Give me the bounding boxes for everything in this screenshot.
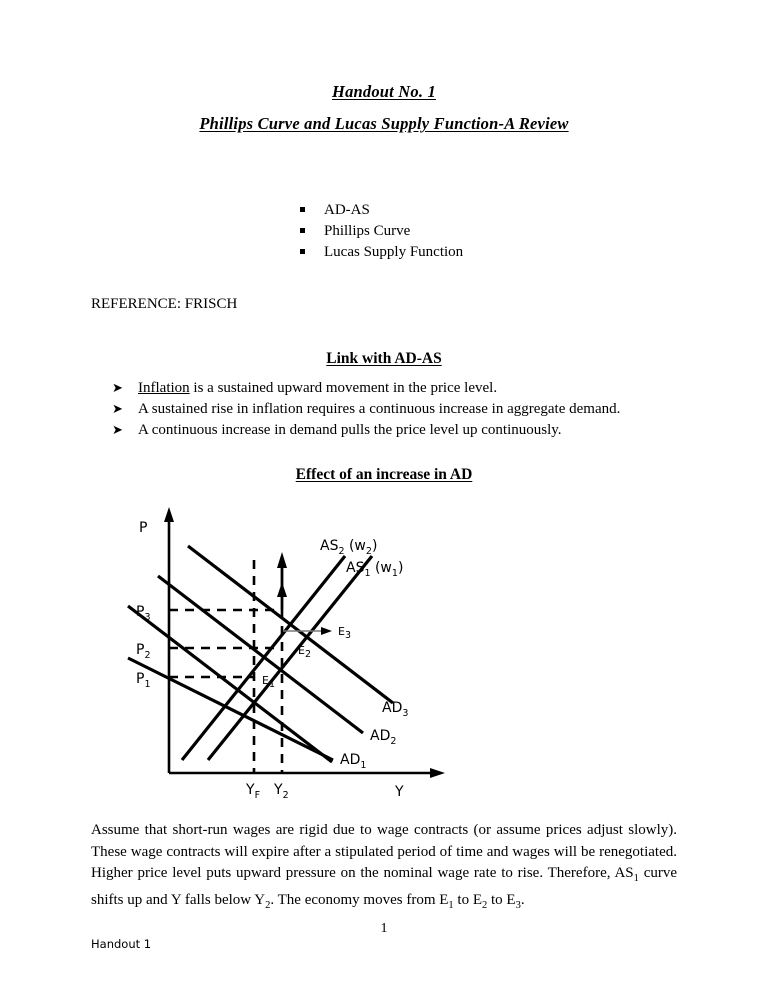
price-label-p1: $P_1$ <box>136 671 151 690</box>
section-heading-link-label: Link with AD-AS <box>326 350 442 367</box>
square-bullet-icon <box>300 228 305 233</box>
as2-label: $AS_2$ $(w_2)$ <box>320 538 378 557</box>
price-axis-labels <box>136 604 151 690</box>
equilibrium-label-e1: E1 <box>262 674 275 690</box>
price-rise-arrowhead-mid-icon <box>277 582 287 597</box>
y-axis-arrowhead-icon <box>164 507 174 522</box>
list-item <box>112 420 712 441</box>
paragraph-sub-2: 2 <box>265 899 271 911</box>
topic-label: Phillips Curve <box>324 223 411 239</box>
price-label-p3: $P_3$ <box>136 604 151 623</box>
output-label-yf: $Y_F$ <box>246 782 261 801</box>
ad3-label: $AD_3$ <box>382 700 409 719</box>
paragraph-sub-1: 1 <box>633 873 639 884</box>
section-heading-figure-label: Effect of an increase in AD <box>295 466 473 483</box>
list-item <box>112 399 712 420</box>
price-rise-arrow <box>277 552 287 610</box>
paragraph-part-1: Assume that short-run wages are rigid due to wage contracts (or assume prices adjust slowly). These wage contracts will expire after a stipulated period of time and wages will be renegotiated. Higher price level puts upward pressure on the nominal wage rate to rise. Therefore, AS <box>91 822 677 881</box>
document-title-block <box>0 82 768 134</box>
link-point-lead: Inflation <box>138 380 190 396</box>
link-points-list <box>112 378 712 441</box>
topic-list <box>300 200 660 263</box>
list-item <box>300 242 660 263</box>
paragraph-part-6: . <box>520 891 525 908</box>
list-item <box>112 378 712 399</box>
square-bullet-icon <box>300 207 305 212</box>
topic-label: AD-AS <box>324 202 370 218</box>
arrow-bullet-icon: ➤ <box>112 381 123 396</box>
section-heading-link <box>0 350 768 368</box>
price-label-p2: $P_2$ <box>136 642 151 661</box>
ad-as-svg <box>120 498 480 818</box>
as1-label: $AS_1$ $(w_1)$ <box>346 560 404 579</box>
reference-line: REFERENCE: FRISCH <box>91 296 238 312</box>
ad-as-diagram <box>120 498 480 818</box>
paragraph-sub-4: 2 <box>482 899 488 911</box>
paragraph-sub-5: 3 <box>515 899 521 911</box>
paragraph-part-2: curve shifts up and Y falls below Y <box>91 865 678 908</box>
ad1-curve <box>128 658 333 760</box>
ad1-label: $AD_1$ <box>340 752 367 771</box>
footer-left-label: Handout 1 <box>91 937 152 951</box>
paragraph-part-5: to E <box>487 891 516 908</box>
y-axis-label: P <box>139 520 148 536</box>
ad-curve-labels <box>340 700 408 771</box>
list-item <box>300 221 660 242</box>
arrow-bullet-icon: ➤ <box>112 423 123 438</box>
e3-pointer-arrowhead-icon <box>321 627 332 635</box>
topic-label: Lucas Supply Function <box>324 244 464 260</box>
equilibrium-label-e2: E2 <box>298 644 311 660</box>
page-title-line1: Handout No. 1 <box>332 82 436 101</box>
output-label-y2: $Y_2$ <box>274 782 289 801</box>
ad-curves <box>128 658 333 760</box>
as-curve-group <box>182 556 372 760</box>
page-number: 1 <box>380 921 388 936</box>
page-title-line2: Phillips Curve and Lucas Supply Function-A Review <box>199 114 569 133</box>
arrow-bullet-icon: ➤ <box>112 402 123 417</box>
paragraph-part-4: to E <box>453 891 482 908</box>
equilibrium-label-e3: E3 <box>338 625 351 641</box>
output-axis-labels <box>245 782 289 801</box>
paragraph-sub-3: 1 <box>448 899 454 911</box>
ad2-label: $AD_2$ <box>370 728 397 747</box>
x-axis-label: Y <box>395 784 404 800</box>
as2-curve-line <box>182 556 345 760</box>
x-axis-arrowhead-icon <box>430 768 445 778</box>
link-point-text: A continuous increase in demand pulls the price level up continuously. <box>138 422 562 438</box>
link-point-text: A sustained rise in inflation requires a continuous increase in aggregate demand. <box>138 401 621 417</box>
paragraph-part-3: . The economy moves from E <box>270 891 449 908</box>
square-bullet-icon <box>300 249 305 254</box>
section-heading-figure <box>0 466 768 484</box>
link-point-text: is a sustained upward movement in the price level. <box>189 380 498 396</box>
guide-lines <box>169 560 283 773</box>
price-rise-arrowhead-top-icon <box>277 552 287 568</box>
list-item <box>300 200 660 221</box>
body-paragraph <box>91 820 677 916</box>
